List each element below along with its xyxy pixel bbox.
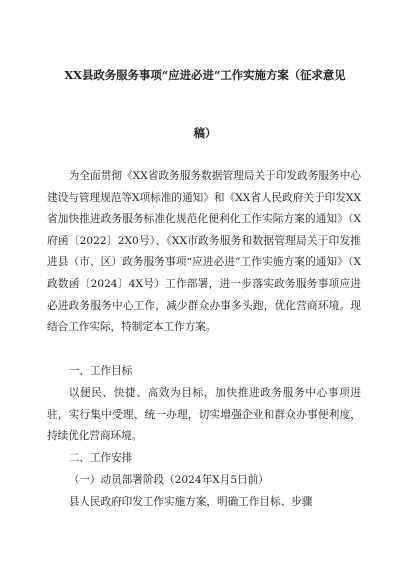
document-title-line1: XX县政务服务事项“应进必进”工作实施方案（征求意见: [64, 68, 346, 82]
subsection1-heading: （一）动员部署阶段（2024年X月5日前）: [68, 474, 269, 486]
section1-text: 以便民、快捷、高效为目标，加快推进政务服务中心事项进驻，实行集中受理、统一办理，切实增强企业和群众办事便利度，持续优化营商环境。: [47, 387, 361, 443]
subsection1-text: 县人民政府印发工作实施方案，明确工作目标、步骤: [68, 496, 313, 508]
intro-paragraph: 为全面贯彻《XX省政务服务数据管理局关于印发政务服务中心建设与管理规范等X项标准的通知》和《XX省人民政府关于印发XX省加快推进政务服务标准化规范化便利化工作实际方案的通知》（X府函〔2022〕2X0号）、《XX市政务服务和数据管理局关于印发推进县（市、区）政务服务事项“应进必进”工作实施方案的通知》（X政数函〔2024〕4X号）工作部署，进一步落实政务服务事项应进必进政务服务中心工作，减少群众办事多头跑，优化营商环境。现结合工作实际，特制定本工作方案。: [47, 170, 361, 334]
section2-heading: 二、工作安排: [68, 452, 133, 464]
section1-heading: 一、工作目标: [68, 365, 133, 377]
document-title-line2: 稿）: [193, 126, 217, 140]
